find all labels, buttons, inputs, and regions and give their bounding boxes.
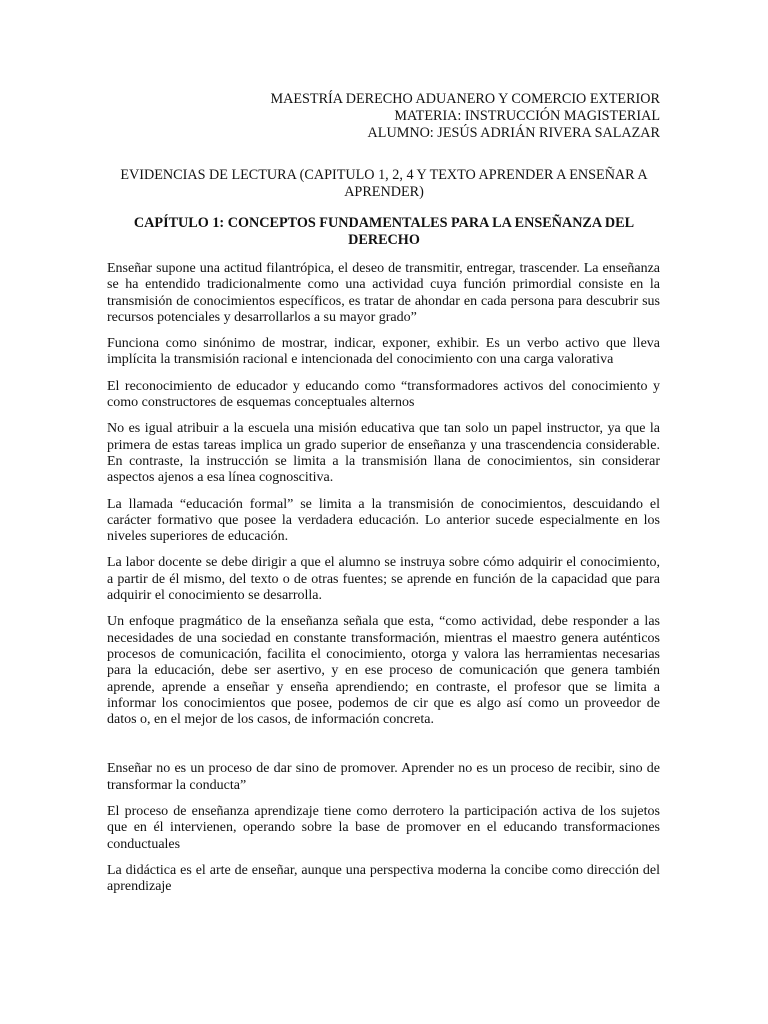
paragraph: Enseñar supone una actitud filantrópica, el deseo de transmitir, entregar, trascender. La enseñanza se ha entendido tradicionalmente como una actividad cuya función primordial consiste en la transmisión de conocimientos específicos, es tratar de ahondar en cada persona para descubrir sus recursos potenciales y desarrollarlos a su mayor grado” <box>107 261 660 325</box>
paragraph: Funciona como sinónimo de mostrar, indicar, exponer, exhibir. Es un verbo activo que lleva implícita la transmisión racional e intencionada del conocimiento con una carga valorativa <box>107 336 660 368</box>
paragraph: No es igual atribuir a la escuela una misión educativa que tan solo un papel instructor, ya que la primera de estas tareas implica un grado superior de enseñanza y una trascendencia considerable. En contraste, la instrucción se limita a la transmisión llana de conocimientos, sin considerar aspectos ajenos a esa línea cognoscitiva. <box>107 421 660 486</box>
paragraph: Un enfoque pragmático de la enseñanza señala que esta, “como actividad, debe responder a las necesidades de una sociedad en constante transformación, mientras el maestro genera auténticos procesos de comunicación, facilita el conocimiento, otorga y valora las herramientas necesarias para la educación, debe ser asertivo, y en ese proceso de comunicación que genera también aprende, aprende a enseñar y enseña aprendiendo; en contraste, el profesor que se limita a informar los conocimientos que posee, podemos de cir que es algo así como un proveedor de datos o, en el mejor de los casos, de información concreta. <box>107 614 660 728</box>
header-subject: MATERIA: INSTRUCCIÓN MAGISTERIAL <box>394 108 660 124</box>
document-header <box>270 91 660 142</box>
paragraph: La didáctica es el arte de enseñar, aunque una perspectiva moderna la concibe como dirección del aprendizaje <box>107 862 660 895</box>
paragraph: La llamada “educación formal” se limita a la transmisión de conocimientos, descuidando el carácter formativo que posee la verdadera educación. Lo anterior sucede especialmente en los niveles superiores de educación. <box>107 496 660 545</box>
paragraph: El reconocimiento de educador y educando como “transformadores activos del conocimiento y como constructores de esquemas conceptuales alternos <box>107 378 660 411</box>
paragraph: Enseñar no es un proceso de dar sino de promover. Aprender no es un proceso de recibir, sino de transformar la conducta” <box>107 761 660 793</box>
document-title: EVIDENCIAS DE LECTURA (CAPITULO 1, 2, 4 Y TEXTO APRENDER A ENSEÑAR A APRENDER) <box>120 167 648 200</box>
paragraph: La labor docente se debe dirigir a que el alumno se instruya sobre cómo adquirir el conocimiento, a partir de él mismo, del texto o de otras fuentes; se aprende en función de la capacidad que para adquirir el conocimiento se desarrolla. <box>107 555 660 604</box>
paragraph: El proceso de enseñanza aprendizaje tiene como derrotero la participación activa de los sujetos que en él intervienen, operando sobre la base de promover en el educando transformaciones conductuales <box>107 804 660 852</box>
header-student: ALUMNO: JESÚS ADRIÁN RIVERA SALAZAR <box>367 125 660 141</box>
header-program: MAESTRÍA DERECHO ADUANERO Y COMERCIO EXTERIOR <box>270 91 660 107</box>
body-text <box>107 261 660 906</box>
chapter-heading: CAPÍTULO 1: CONCEPTOS FUNDAMENTALES PARA LA ENSEÑANZA DEL DERECHO <box>133 215 635 248</box>
